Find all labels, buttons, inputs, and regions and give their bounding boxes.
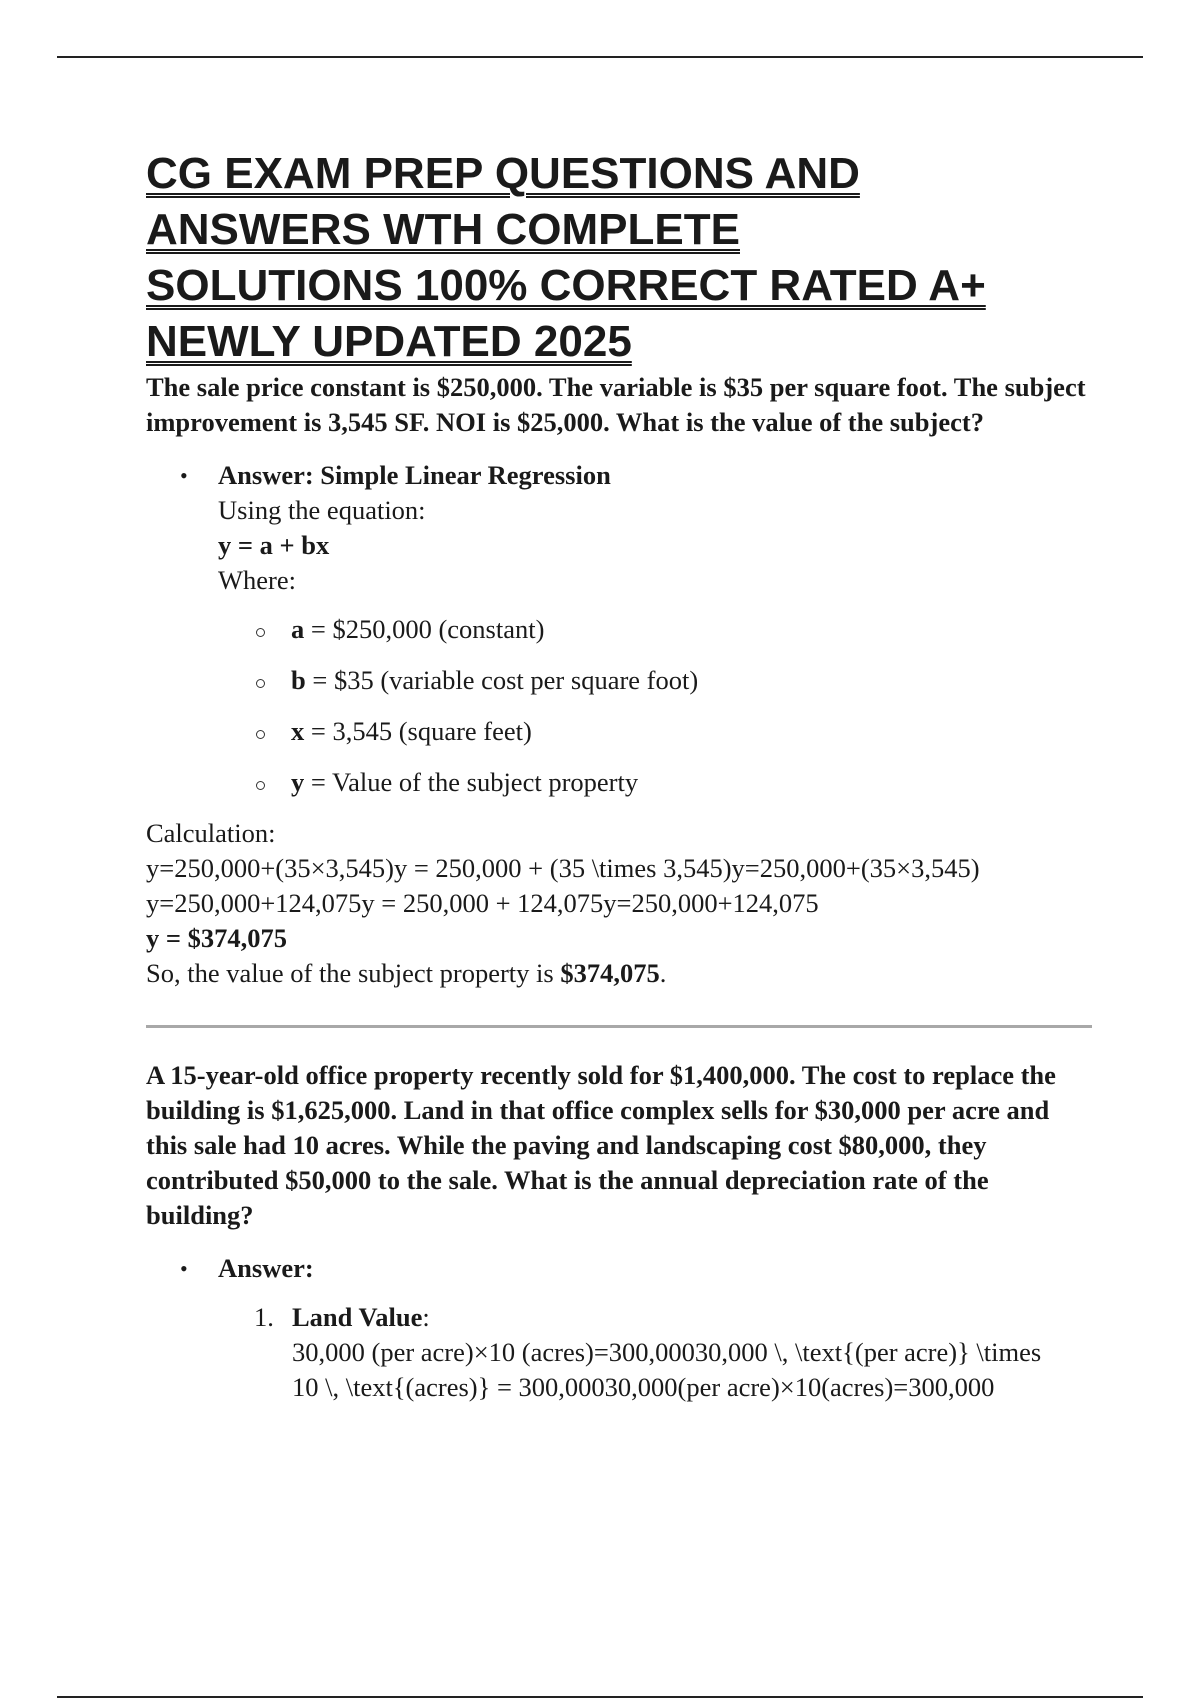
step-line-2: 10 \, \text{(acres)} = 300,00030,000(per acre)×10(acres)=300,000 xyxy=(292,1372,995,1402)
variable-y: y = Value of the subject property xyxy=(146,765,1096,800)
answer-item-2 xyxy=(146,1251,1096,1286)
footer-rule xyxy=(57,1696,1143,1698)
calculation-line-2: y=250,000+124,075y = 250,000 + 124,075y=250,000+124,075 xyxy=(146,888,819,918)
calculation-block xyxy=(146,816,1096,991)
bullet-icon: • xyxy=(180,1256,188,1281)
circle-bullet-icon xyxy=(256,781,265,790)
answer-heading-2: Answer: xyxy=(218,1253,314,1283)
section-divider xyxy=(146,1025,1092,1028)
step-line-1: 30,000 (per acre)×10 (acres)=300,00030,000 \, \text{(per acre)} \times xyxy=(292,1337,1042,1367)
document-title: CG EXAM PREP QUESTIONS AND ANSWERS WTH COMPLETE SOLUTIONS 100% CORRECT RATED A+ NEWLY UPDATED 2025 xyxy=(146,149,986,366)
calculation-result: y = $374,075 xyxy=(146,923,287,953)
circle-bullet-icon xyxy=(256,679,265,688)
variable-b: b = $35 (variable cost per square foot) xyxy=(146,663,1096,698)
answer-list-2 xyxy=(146,1251,1096,1286)
using-equation-text: Using the equation: xyxy=(218,495,426,525)
variable-x: x = 3,545 (square feet) xyxy=(146,714,1096,749)
document-body xyxy=(146,146,1096,1405)
step-label: Land Value xyxy=(292,1302,423,1332)
calculation-label: Calculation: xyxy=(146,818,276,848)
solution-steps xyxy=(146,1300,1096,1405)
question-1: The sale price constant is $250,000. The variable is $35 per square foot. The subject improvement is 3,545 SF. NOI is $25,000. What is the value of the subject? xyxy=(146,372,1086,437)
variable-a: a = $250,000 (constant) xyxy=(146,612,1096,647)
bullet-icon: • xyxy=(180,463,188,488)
header-rule xyxy=(57,56,1143,58)
question-2: A 15-year-old office property recently sold for $1,400,000. The cost to replace the building is $1,625,000. Land in that office complex sells for $30,000 per acre and this sale had 10 acres. While the paving and landscaping cost $80,000, they contributed $50,000 to the sale. What is the annual depreciation rate of the building? xyxy=(146,1060,1056,1230)
equation: y = a + bx xyxy=(218,530,330,560)
answer-list-1 xyxy=(146,458,1096,598)
calculation-line-1: y=250,000+(35×3,545)y = 250,000 + (35 \times 3,545)y=250,000+(35×3,545) xyxy=(146,853,980,883)
circle-bullet-icon xyxy=(256,628,265,637)
where-text: Where: xyxy=(218,565,296,595)
answer-heading-1: Answer: Simple Linear Regression xyxy=(218,460,611,490)
step-number: 1. xyxy=(254,1302,274,1332)
answer-item-1 xyxy=(146,458,1096,598)
conclusion: So, the value of the subject property is $374,075. xyxy=(146,958,667,988)
circle-bullet-icon xyxy=(256,730,265,739)
step-land-value: 1. Land Value: 30,000 (per acre)×10 (acres)=300,00030,000 \, \text{(per acre)} \times 10 \, \text{(acres)} = 300,00030,000(per acre)×10(acres)=300,000 xyxy=(146,1300,1096,1405)
variable-list xyxy=(146,612,1096,800)
